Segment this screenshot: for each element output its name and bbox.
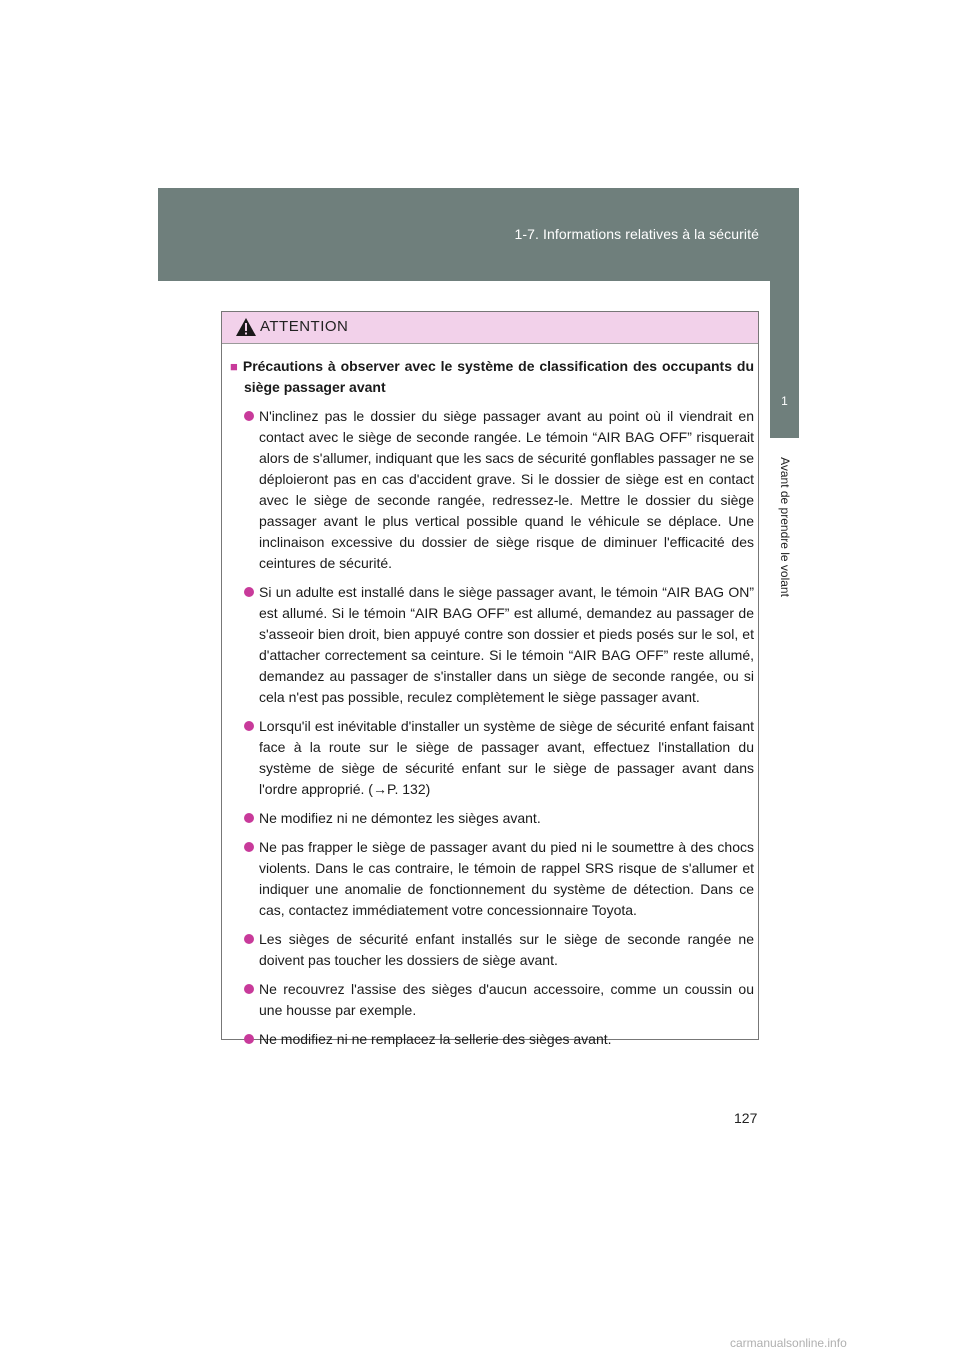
- list-item: [226, 808, 754, 829]
- list-item: [226, 582, 754, 708]
- section-heading-text: Précautions à observer avec le système de classification des occupants du siège passager avant: [242, 358, 754, 395]
- list-item: [226, 929, 754, 971]
- list-item: [226, 406, 754, 574]
- list-item: [226, 1029, 754, 1050]
- list-item-text: Lorsqu'il est inévitable d'installer un système de siège de sécurité enfant faisant face à la route sur le siège de passager avant, effectuez l'installation du système de siège de sécurité enfant sur le siège de passager avant dans l'ordre approprié. (→P. 132): [259, 718, 754, 797]
- list-item-text: Ne modifiez ni ne démontez les sièges avant.: [259, 810, 541, 826]
- list-item-text: Ne pas frapper le siège de passager avant du pied ni le soumettre à des chocs violents. Dans le cas contraire, le témoin de rappel SRS risque de s'allumer et indiquer une anomalie de fonctionnement du système de détection. Dans ce cas, contactez immédiatement votre concessionnaire Toyota.: [259, 839, 754, 918]
- square-bullet-icon: ■: [230, 359, 239, 374]
- page-number: 127: [734, 1110, 758, 1126]
- list-item: [226, 979, 754, 1021]
- footer-watermark: carmanualsonline.info: [730, 1336, 847, 1350]
- bullet-dot-icon: [244, 842, 254, 852]
- bullet-dot-icon: [244, 1034, 254, 1044]
- list-item-text: Si un adulte est installé dans le siège passager avant, le témoin “AIR BAG ON” est allumé. Si le témoin “AIR BAG OFF” est allumé, demandez au passager de s'asseoir bien droit, bien appuyé contre son dossier et pieds posés sur le sol, et d'attacher correctement sa ceinture. Si le témoin “AIR BAG OFF” reste allumé, demandez au passager de s'installer dans un siège de seconde rangée, ou si cela n'est pas possible, reculez complètement le siège passager avant.: [259, 584, 754, 705]
- bullet-dot-icon: [244, 587, 254, 597]
- bullet-dot-icon: [244, 411, 254, 421]
- side-tab-number: 1: [770, 368, 799, 438]
- list-item-text: Ne recouvrez l'assise des sièges d'aucun accessoire, comme un coussin ou une housse par exemple.: [259, 981, 754, 1018]
- section-heading: [226, 356, 754, 398]
- list-item-text: Ne modifiez ni ne remplacez la sellerie des sièges avant.: [259, 1031, 612, 1047]
- chapter-header-band: [158, 188, 799, 281]
- side-tab-label: [770, 438, 799, 616]
- bullet-dot-icon: [244, 934, 254, 944]
- list-item: [226, 837, 754, 921]
- side-tab-label-text: Avant de prendre le volant: [777, 457, 792, 597]
- warning-title: ATTENTION: [260, 318, 349, 335]
- side-tab-top: [770, 188, 799, 368]
- warning-triangle-icon: [235, 317, 257, 337]
- bullet-dot-icon: [244, 721, 254, 731]
- list-item-text: N'inclinez pas le dossier du siège passager avant au point où il viendrait en contact avec le siège de seconde rangée. Le témoin “AIR BAG OFF” risquerait alors de s'allumer, indiquant que les sacs de sécurité gonflables passager ne se déploieront pas en cas d'accident grave. Si le dossier de siège est en contact avec le siège de seconde rangée, redressez-le. Mettre le dossier du siège passager avant le plus vertical possible quand le véhicule se déplace. Une inclinaison excessive du dossier de siège risque de diminuer l'efficacité des ceintures de sécurité.: [259, 408, 754, 571]
- chapter-header-title: 1-7. Informations relatives à la sécurité: [514, 226, 759, 242]
- list-item-text: Les sièges de sécurité enfant installés sur le siège de seconde rangée ne doivent pas toucher les dossiers de siège avant.: [259, 931, 754, 968]
- bullet-dot-icon: [244, 984, 254, 994]
- bullet-dot-icon: [244, 813, 254, 823]
- list-item: [226, 716, 754, 800]
- warning-body: [222, 344, 758, 1050]
- warning-box: [221, 311, 759, 1047]
- warning-header: [222, 312, 758, 344]
